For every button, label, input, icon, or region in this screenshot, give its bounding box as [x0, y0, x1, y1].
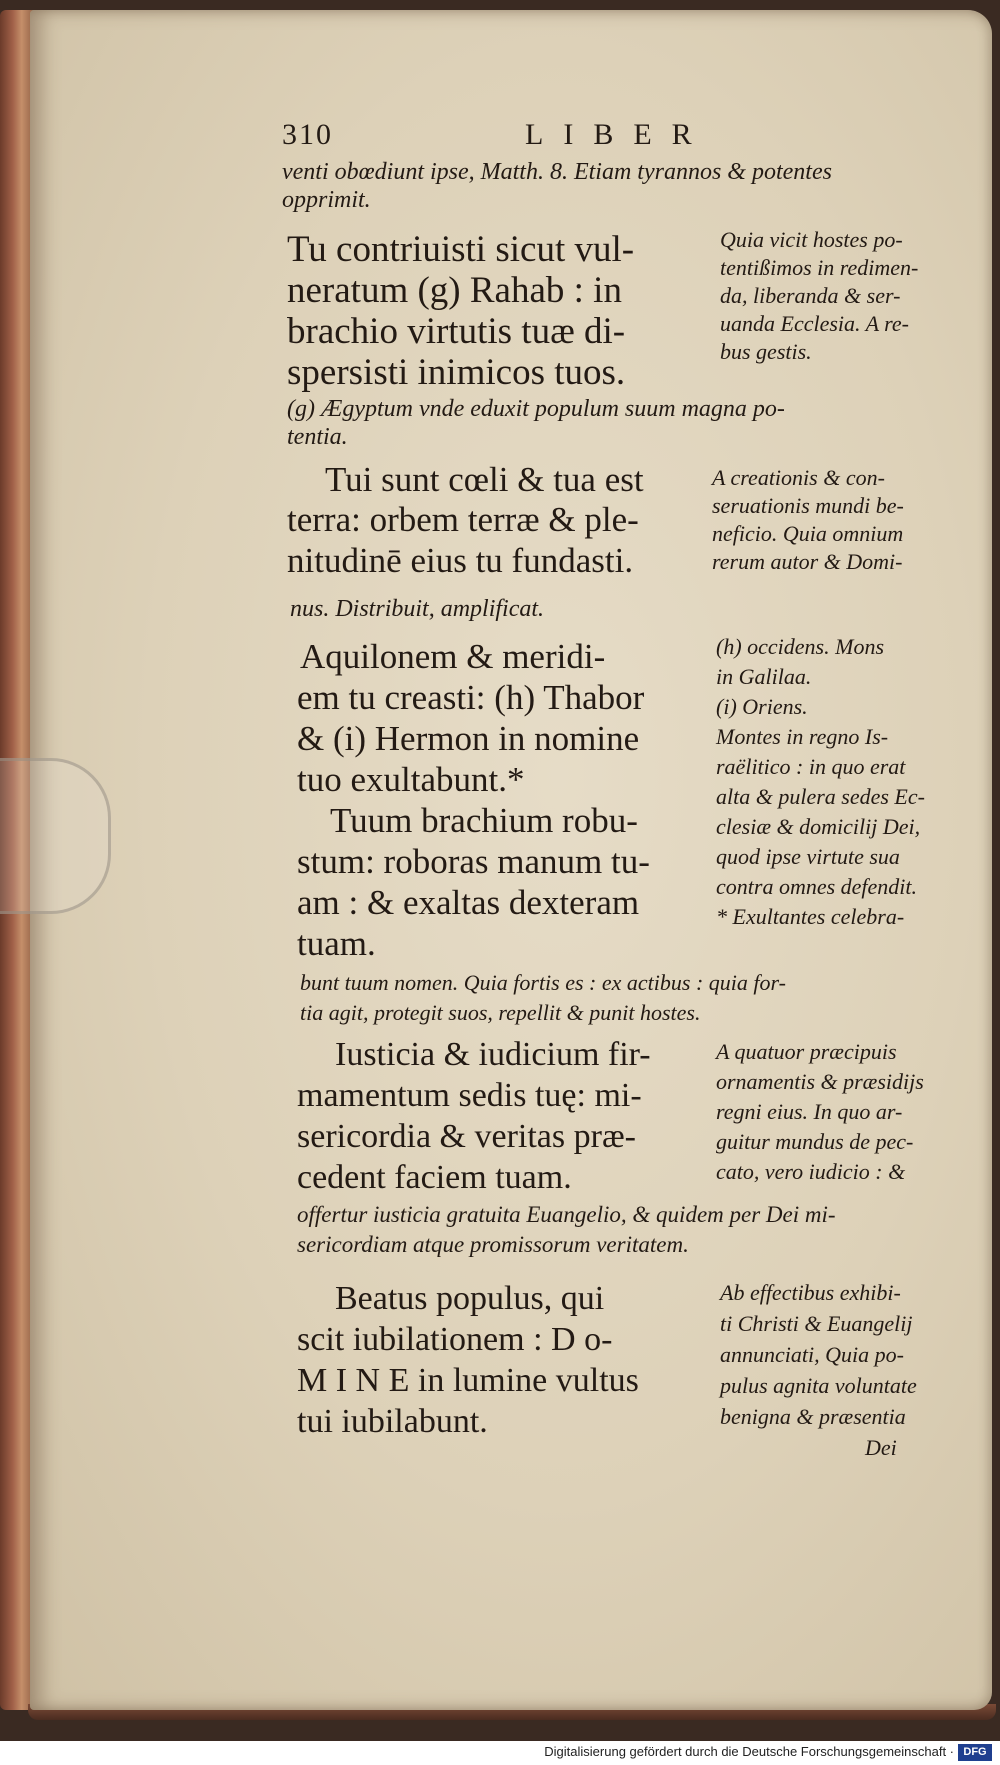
note-line: sericordiam atque promissorum veritatem.: [297, 1232, 689, 1257]
margin-line: ti Christi & Euangelij: [720, 1311, 913, 1336]
margin-line: ornamentis & præsidijs: [716, 1069, 924, 1094]
verse-block: [335, 1278, 604, 1319]
margin-line: in Galilaa.: [716, 664, 812, 689]
verse-block-cont: [297, 1075, 642, 1198]
margin-line: A creationis & con-: [712, 465, 885, 490]
margin-line: quod ipse virtute sua: [716, 844, 900, 869]
verse-line: Beatus populus, qui: [335, 1280, 605, 1317]
margin-line: Dei: [865, 1435, 897, 1460]
verse-line: em tu creasti: (h) Thabor: [297, 678, 645, 717]
margin-line: Ab effectibus exhibi-: [720, 1280, 901, 1305]
margin-line: (h) occidens. Mons: [716, 634, 885, 659]
margin-line: contra omnes defendit.: [716, 874, 918, 899]
verse-block: [335, 1034, 651, 1075]
margin-note: [716, 1037, 924, 1187]
note-line: (g) Ægyptum vnde eduxit populum suum magna po-: [287, 396, 785, 422]
margin-note: [720, 226, 918, 366]
note-line: offertur iusticia gratuita Euangelio, & quidem per Dei mi-: [297, 1202, 836, 1227]
margin-line: regni eius. In quo ar-: [716, 1099, 903, 1124]
page-clip: [0, 758, 111, 914]
margin-line: bus gestis.: [720, 339, 812, 364]
running-title: LIBER: [525, 118, 712, 151]
note-line: nus. Distribuit, amplificat.: [290, 596, 545, 622]
verse-line: nitudinē eius tu fundasti.: [287, 541, 634, 580]
margin-note: [712, 464, 904, 576]
verse-line: M I N E in lumine vultus: [297, 1362, 639, 1399]
verse-line: tuam.: [297, 924, 376, 963]
note-line: tentia.: [287, 424, 348, 450]
margin-line: seruationis mundi be-: [712, 493, 904, 518]
verse-line: tuo exultabunt.*: [297, 760, 525, 799]
dfg-logo-icon: DFG: [958, 1744, 992, 1761]
note-line: bunt tuum nomen. Quia fortis es : ex actibus : quia for-: [300, 970, 786, 995]
verse-block: [300, 636, 605, 677]
verse-line: stum: roboras manum tu-: [297, 842, 650, 881]
commentary-note: [297, 1200, 836, 1260]
verse-block-cont: [297, 1319, 639, 1442]
margin-line: A quatuor præcipuis: [716, 1039, 897, 1064]
verse-line: tui iubilabunt.: [297, 1403, 488, 1440]
commentary-note: [282, 158, 832, 214]
margin-line: neficio. Quia omnium: [712, 521, 904, 546]
footer-credit: Digitalisierung gefördert durch die Deutsche Forschungsgemeinschaft ·: [544, 1744, 954, 1759]
verse-line: scit iubilationem : D o-: [297, 1321, 613, 1358]
verse-block-cont: [287, 499, 639, 581]
margin-line: cato, vero iudicio : &: [716, 1159, 906, 1184]
margin-line: Quia vicit hostes po-: [720, 227, 903, 252]
digitization-footer: [0, 1741, 1000, 1765]
verse-line: terra: orbem terræ & ple-: [287, 500, 639, 539]
margin-line: da, liberanda & ser-: [720, 283, 901, 308]
verse-block: [287, 229, 634, 393]
verse-line: spersisti inimicos tuos.: [287, 352, 626, 393]
verse-block-cont: [297, 677, 644, 800]
verse-block-cont: [297, 841, 650, 964]
margin-note: [720, 1277, 917, 1463]
verse-line: brachio virtutis tuæ di-: [287, 311, 626, 352]
margin-line: Montes in regno Is-: [716, 724, 889, 749]
margin-line: rerum autor & Domi-: [712, 549, 903, 574]
margin-line: annunciati, Quia po-: [720, 1342, 904, 1367]
margin-note: [716, 632, 925, 932]
margin-line: tentißimos in redimen-: [720, 255, 919, 280]
verse-line: am : & exaltas dexteram: [297, 883, 640, 922]
commentary-note: [290, 594, 544, 625]
margin-line: clesiæ & domicilij Dei,: [716, 814, 921, 839]
verse-line: Iusticia & iudicium fir-: [335, 1036, 651, 1073]
note-line: venti obœdiunt ipse, Matth. 8. Etiam tyrannos & potentes: [282, 159, 832, 185]
verse-block: [330, 800, 638, 841]
margin-line: guitur mundus de pec-: [716, 1129, 914, 1154]
commentary-note: [300, 968, 786, 1028]
margin-line: (i) Oriens.: [716, 694, 808, 719]
page-number: 310: [282, 118, 333, 151]
margin-line: benigna & præsentia: [720, 1404, 906, 1429]
verse-line: neratum (g) Rahab : in: [287, 270, 622, 311]
margin-line: alta & pulera sedes Ec-: [716, 784, 925, 809]
verse-line: mamentum sedis tuę: mi-: [297, 1077, 642, 1114]
verse-line: sericordia & veritas præ-: [297, 1118, 636, 1155]
margin-line: * Exultantes celebra-: [716, 904, 905, 929]
verse-line: cedent faciem tuam.: [297, 1159, 572, 1196]
verse-line: & (i) Hermon in nomine: [297, 719, 640, 758]
note-line: tia agit, protegit suos, repellit & punit hostes.: [300, 1000, 701, 1025]
margin-line: uanda Ecclesia. A re-: [720, 311, 909, 336]
verse-line: Aquilonem & meridi-: [300, 637, 606, 676]
margin-line: raëlitico : in quo erat: [716, 754, 906, 779]
verse-line: Tui sunt cœli & tua est: [325, 460, 644, 499]
margin-line: pulus agnita voluntate: [720, 1373, 917, 1398]
verse-line: Tu contriuisti sicut vul-: [287, 229, 635, 270]
commentary-note: [287, 395, 785, 451]
verse-block: [325, 459, 644, 500]
verse-line: Tuum brachium robu-: [330, 801, 638, 840]
note-line: opprimit.: [282, 187, 371, 213]
